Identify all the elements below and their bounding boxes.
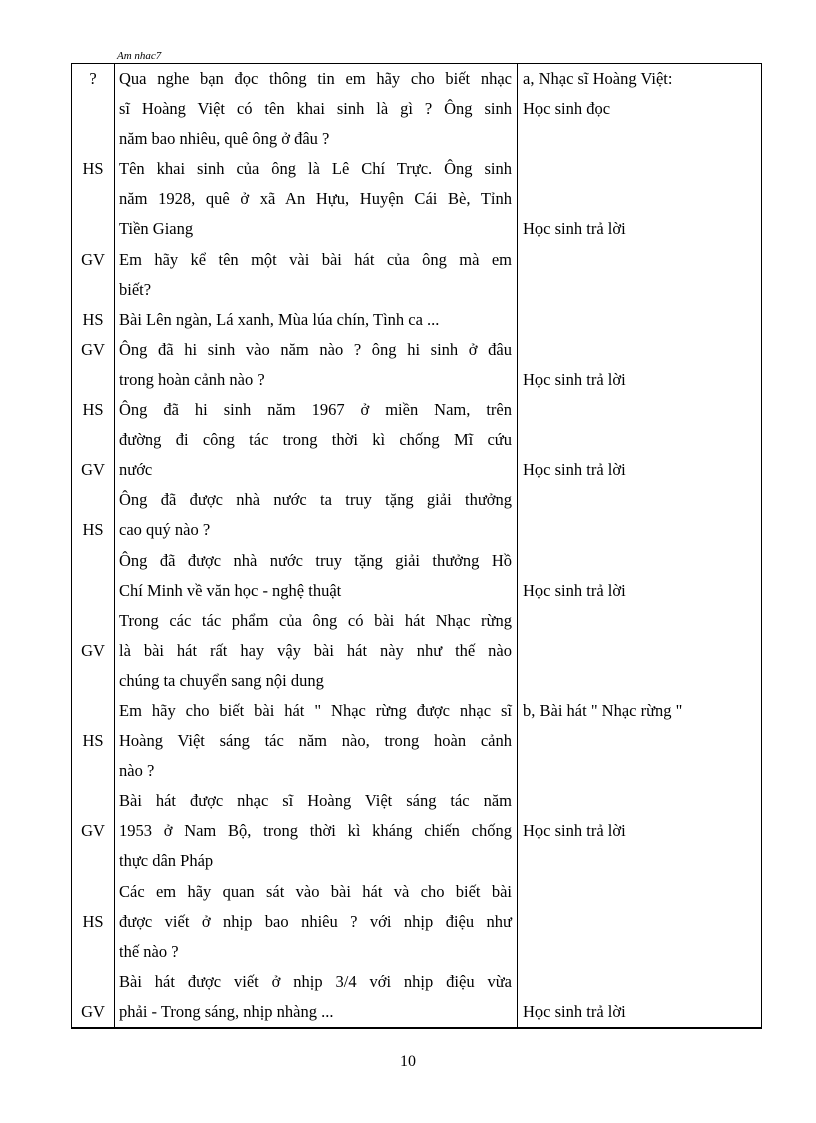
speaker-label: HS <box>82 911 104 931</box>
content-line: thế nào ? <box>119 941 179 961</box>
speaker-label: GV <box>81 821 105 841</box>
speaker-column <box>72 64 115 1027</box>
content-line: Trong các tác phẩm của ông có bài hát Nhạc rừng <box>119 610 512 630</box>
note-line <box>523 546 761 576</box>
speaker-label: GV <box>81 249 105 269</box>
speaker-label: ? <box>89 69 97 88</box>
note-line <box>523 937 761 967</box>
speaker-label: GV <box>81 460 105 480</box>
note-line <box>523 786 761 816</box>
content-line: sĩ Hoàng Việt có tên khai sinh là gì ? Ông sinh <box>119 99 512 119</box>
content-line: Em hãy kể tên một vài bài hát của ông mà em <box>119 249 512 269</box>
lesson-table <box>71 63 762 1029</box>
content-line: Chí Minh về văn học - nghệ thuật <box>119 580 342 600</box>
note-line <box>523 485 761 515</box>
speaker-label <box>72 485 114 515</box>
speaker-label <box>72 666 114 696</box>
note-line <box>523 245 761 275</box>
content-line: chúng ta chuyển sang nội dung <box>119 670 324 690</box>
content-line: Bài Lên ngàn, Lá xanh, Mùa lúa chín, Tình ca ... <box>119 309 440 329</box>
speaker-label <box>72 846 114 876</box>
note-line <box>523 846 761 876</box>
speaker-label <box>72 696 114 726</box>
content-line: 1953 ở Nam Bộ, trong thời kì kháng chiến chống <box>119 821 512 841</box>
note-line <box>523 726 761 756</box>
page-number: 10 <box>400 1053 416 1070</box>
content-line: Ông đã được nhà nước truy tặng giải thưởng Hồ <box>119 550 512 570</box>
speaker-label <box>72 214 114 244</box>
note-line <box>523 305 761 335</box>
running-header: Am nhac7 <box>117 50 162 62</box>
note-line <box>523 275 761 305</box>
speaker-label <box>72 576 114 606</box>
speaker-label <box>72 365 114 395</box>
speaker-label <box>72 786 114 816</box>
note-line: Học sinh đọc <box>523 99 611 119</box>
speaker-label <box>72 546 114 576</box>
speaker-label: HS <box>82 731 104 751</box>
content-line: Bài hát được nhạc sĩ Hoàng Việt sáng tác năm <box>119 791 512 811</box>
note-line: Học sinh trả lời <box>523 369 626 389</box>
notes-column <box>518 64 761 1027</box>
content-line: Tiền Giang <box>119 219 194 239</box>
content-line: Em hãy cho biết bài hát " Nhạc rừng được nhạc sĩ <box>119 700 512 720</box>
content-line: thực dân Pháp <box>119 851 214 871</box>
note-line <box>523 877 761 907</box>
content-line: Hoàng Việt sáng tác năm nào, trong hoàn cảnh <box>119 731 512 751</box>
speaker-label <box>72 877 114 907</box>
speaker-label: HS <box>82 400 104 420</box>
speaker-label <box>72 937 114 967</box>
speaker-label <box>72 606 114 636</box>
note-line: b, Bài hát " Nhạc rừng " <box>523 700 683 720</box>
content-line: năm 1928, quê ở xã An Hựu, Huyện Cái Bè, Tỉnh <box>119 189 512 209</box>
content-line: được viết ở nhịp bao nhiêu ? với nhịp điệu như <box>119 911 512 931</box>
speaker-label: HS <box>82 309 104 329</box>
speaker-label <box>72 967 114 997</box>
note-line <box>523 636 761 666</box>
content-line: Tên khai sinh của ông là Lê Chí Trực. Ông sinh <box>119 159 512 179</box>
content-line: biết? <box>119 279 152 299</box>
note-line <box>523 967 761 997</box>
note-line: Học sinh trả lời <box>523 219 626 239</box>
note-line <box>523 184 761 214</box>
speaker-label: HS <box>82 159 104 179</box>
content-line: Qua nghe bạn đọc thông tin em hãy cho biết nhạc <box>119 69 512 88</box>
speaker-label: GV <box>81 1001 105 1021</box>
content-line: Ông đã được nhà nước ta truy tặng giải thưởng <box>119 490 512 510</box>
note-line: Học sinh trả lời <box>523 1001 626 1021</box>
note-line <box>523 907 761 937</box>
note-line: Học sinh trả lời <box>523 460 626 480</box>
speaker-label <box>72 756 114 786</box>
content-line: cao quý nào ? <box>119 520 211 540</box>
content-line: nước <box>119 460 153 480</box>
note-line: Học sinh trả lời <box>523 580 626 600</box>
content-line: trong hoàn cảnh nào ? <box>119 369 265 389</box>
note-line: Học sinh trả lời <box>523 821 626 841</box>
speaker-label <box>72 184 114 214</box>
content-line: Bài hát được viết ở nhịp 3/4 với nhịp điệu vừa <box>119 971 512 991</box>
content-line: Ông đã hi sinh năm 1967 ở miền Nam, trên <box>119 400 512 420</box>
note-line <box>523 425 761 455</box>
note-line <box>523 335 761 365</box>
speaker-label <box>72 425 114 455</box>
content-line: đường đi công tác trong thời kì chống Mĩ cứu <box>119 430 512 450</box>
speaker-label: GV <box>81 339 105 359</box>
note-line <box>523 606 761 636</box>
speaker-label <box>72 94 114 124</box>
note-line <box>523 666 761 696</box>
speaker-label <box>72 124 114 154</box>
content-line: phải - Trong sáng, nhịp nhàng ... <box>119 1001 334 1021</box>
note-line <box>523 124 761 154</box>
content-line: năm bao nhiêu, quê ông ở đâu ? <box>119 129 330 149</box>
speaker-label: GV <box>81 640 105 660</box>
note-line <box>523 515 761 545</box>
content-line: là bài hát rất hay vậy bài hát này như thế nào <box>119 640 512 660</box>
content-column <box>115 64 518 1027</box>
note-line <box>523 756 761 786</box>
note-line: a, Nhạc sĩ Hoàng Việt: <box>523 69 673 88</box>
content-line: Ông đã hi sinh vào năm nào ? ông hi sinh ở đâu <box>119 339 512 359</box>
note-line <box>523 154 761 184</box>
speaker-label <box>72 275 114 305</box>
content-line: nào ? <box>119 761 155 781</box>
speaker-label: HS <box>82 520 104 540</box>
note-line <box>523 395 761 425</box>
content-line: Các em hãy quan sát vào bài hát và cho biết bài <box>119 881 512 901</box>
